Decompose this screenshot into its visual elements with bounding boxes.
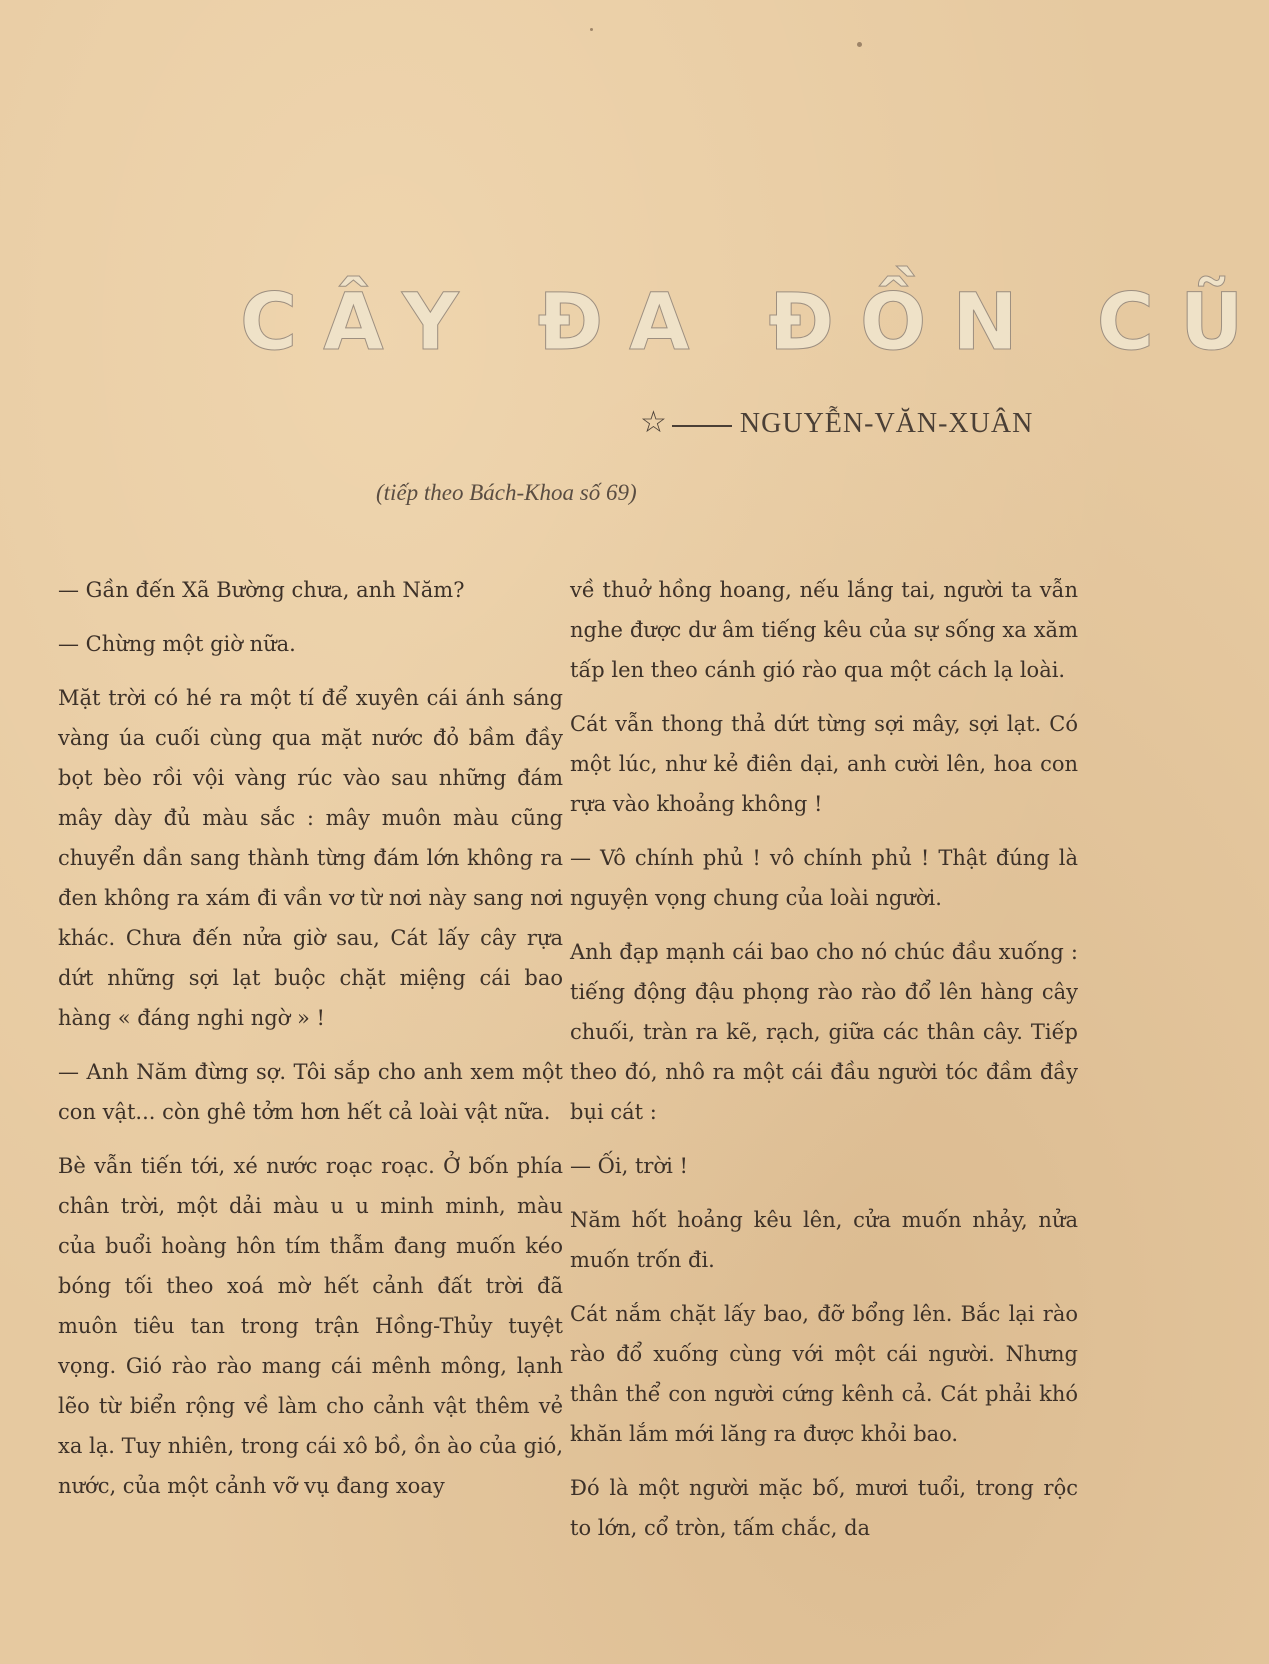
paper-speck [590, 28, 593, 31]
paragraph: Năm hốt hoảng kêu lên, cửa muốn nhảy, nửa muốn trốn đi. [570, 1208, 1078, 1272]
paragraph: về thuở hồng hoang, nếu lắng tai, người ta vẫn nghe được dư âm tiếng kêu của sự sống xa xăm tấp len theo cánh gió rào qua một cách lạ loài. [570, 578, 1078, 682]
paragraph: Mặt trời có hé ra một tí để xuyên cái ánh sáng vàng úa cuối cùng qua mặt nước đỏ bầm đầy bọt bèo rồi vội vàng rúc vào sau những đám mây dày đủ màu sắc : mây muôn màu cũng chuyển dần sang thành từng đám lớn không ra đen không ra xám đi vần vơ từ nơi này sang nơi khác. Chưa đến nửa giờ sau, Cát lấy cây rựa dứt những sợi lạt buộc chặt miệng cái bao hàng « đáng nghi ngờ » ! [58, 686, 563, 1030]
paper-speck [857, 42, 862, 47]
author-name: NGUYỄN-VĂN-XUÂN [739, 408, 1034, 439]
paragraph: Anh đạp mạnh cái bao cho nó chúc đầu xuống : tiếng động đậu phọng rào rào đổ lên hàng cây chuối, tràn ra kẽ, rạch, giữa các thân cây. Tiếp theo đó, nhô ra một cái đầu người tóc đầm đầy bụi cát : [570, 940, 1078, 1124]
paragraph: Cát nắm chặt lấy bao, đỡ bổng lên. Bắc lại rào rào đổ xuống cùng với một cái người. Nhưng thân thể con người cứng kênh cả. Cát phải khó khăn lắm mới lăng ra được khỏi bao. [570, 1302, 1078, 1446]
right-column [570, 570, 1078, 1562]
paragraph: Đó là một người mặc bố, mươi tuổi, trong rộc to lớn, cổ tròn, tấm chắc, da [570, 1476, 1078, 1540]
paragraph: — Gần đến Xã Bường chưa, anh Năm? [58, 578, 465, 602]
paragraph: — Ối, trời ! [570, 1154, 688, 1178]
star-outline-icon: ☆ [640, 406, 668, 439]
paragraph: Cát vẫn thong thả dứt từng sợi mây, sợi lạt. Có một lúc, như kẻ điên dại, anh cười lên, hoa con rựa vào khoảng không ! [570, 712, 1078, 816]
author-line [640, 405, 1033, 440]
author-dash [672, 425, 732, 427]
continuation-note: (tiếp theo Bách-Khoa số 69) [376, 480, 637, 505]
paragraph: — Chừng một giờ nữa. [58, 632, 296, 656]
paragraph: Bè vẫn tiến tới, xé nước roạc roạc. Ở bốn phía chân trời, một dải màu u u minh minh, màu của buổi hoàng hôn tím thẫm đang muốn kéo bóng tối theo xoá mờ hết cảnh đất trời đã muôn tiêu tan trong trận Hồng-Thủy tuyệt vọng. Gió rào rào mang cái mênh mông, lạnh lẽo từ biển rộng về làm cho cảnh vật thêm vẻ xa lạ. Tuy nhiên, trong cái xô bồ, ồn ào của gió, nước, của một cảnh vỡ vụ đang xoay [58, 1154, 563, 1498]
paragraph: — Anh Năm đừng sợ. Tôi sắp cho anh xem một con vật... còn ghê tởm hơn hết cả loài vật nữa. [58, 1060, 563, 1124]
paragraph: — Vô chính phủ ! vô chính phủ ! Thật đúng là nguyện vọng chung của loài người. [570, 846, 1078, 910]
left-column [58, 570, 563, 1520]
article-title: CÂY ĐA ĐỒN CŨ [240, 278, 1269, 368]
